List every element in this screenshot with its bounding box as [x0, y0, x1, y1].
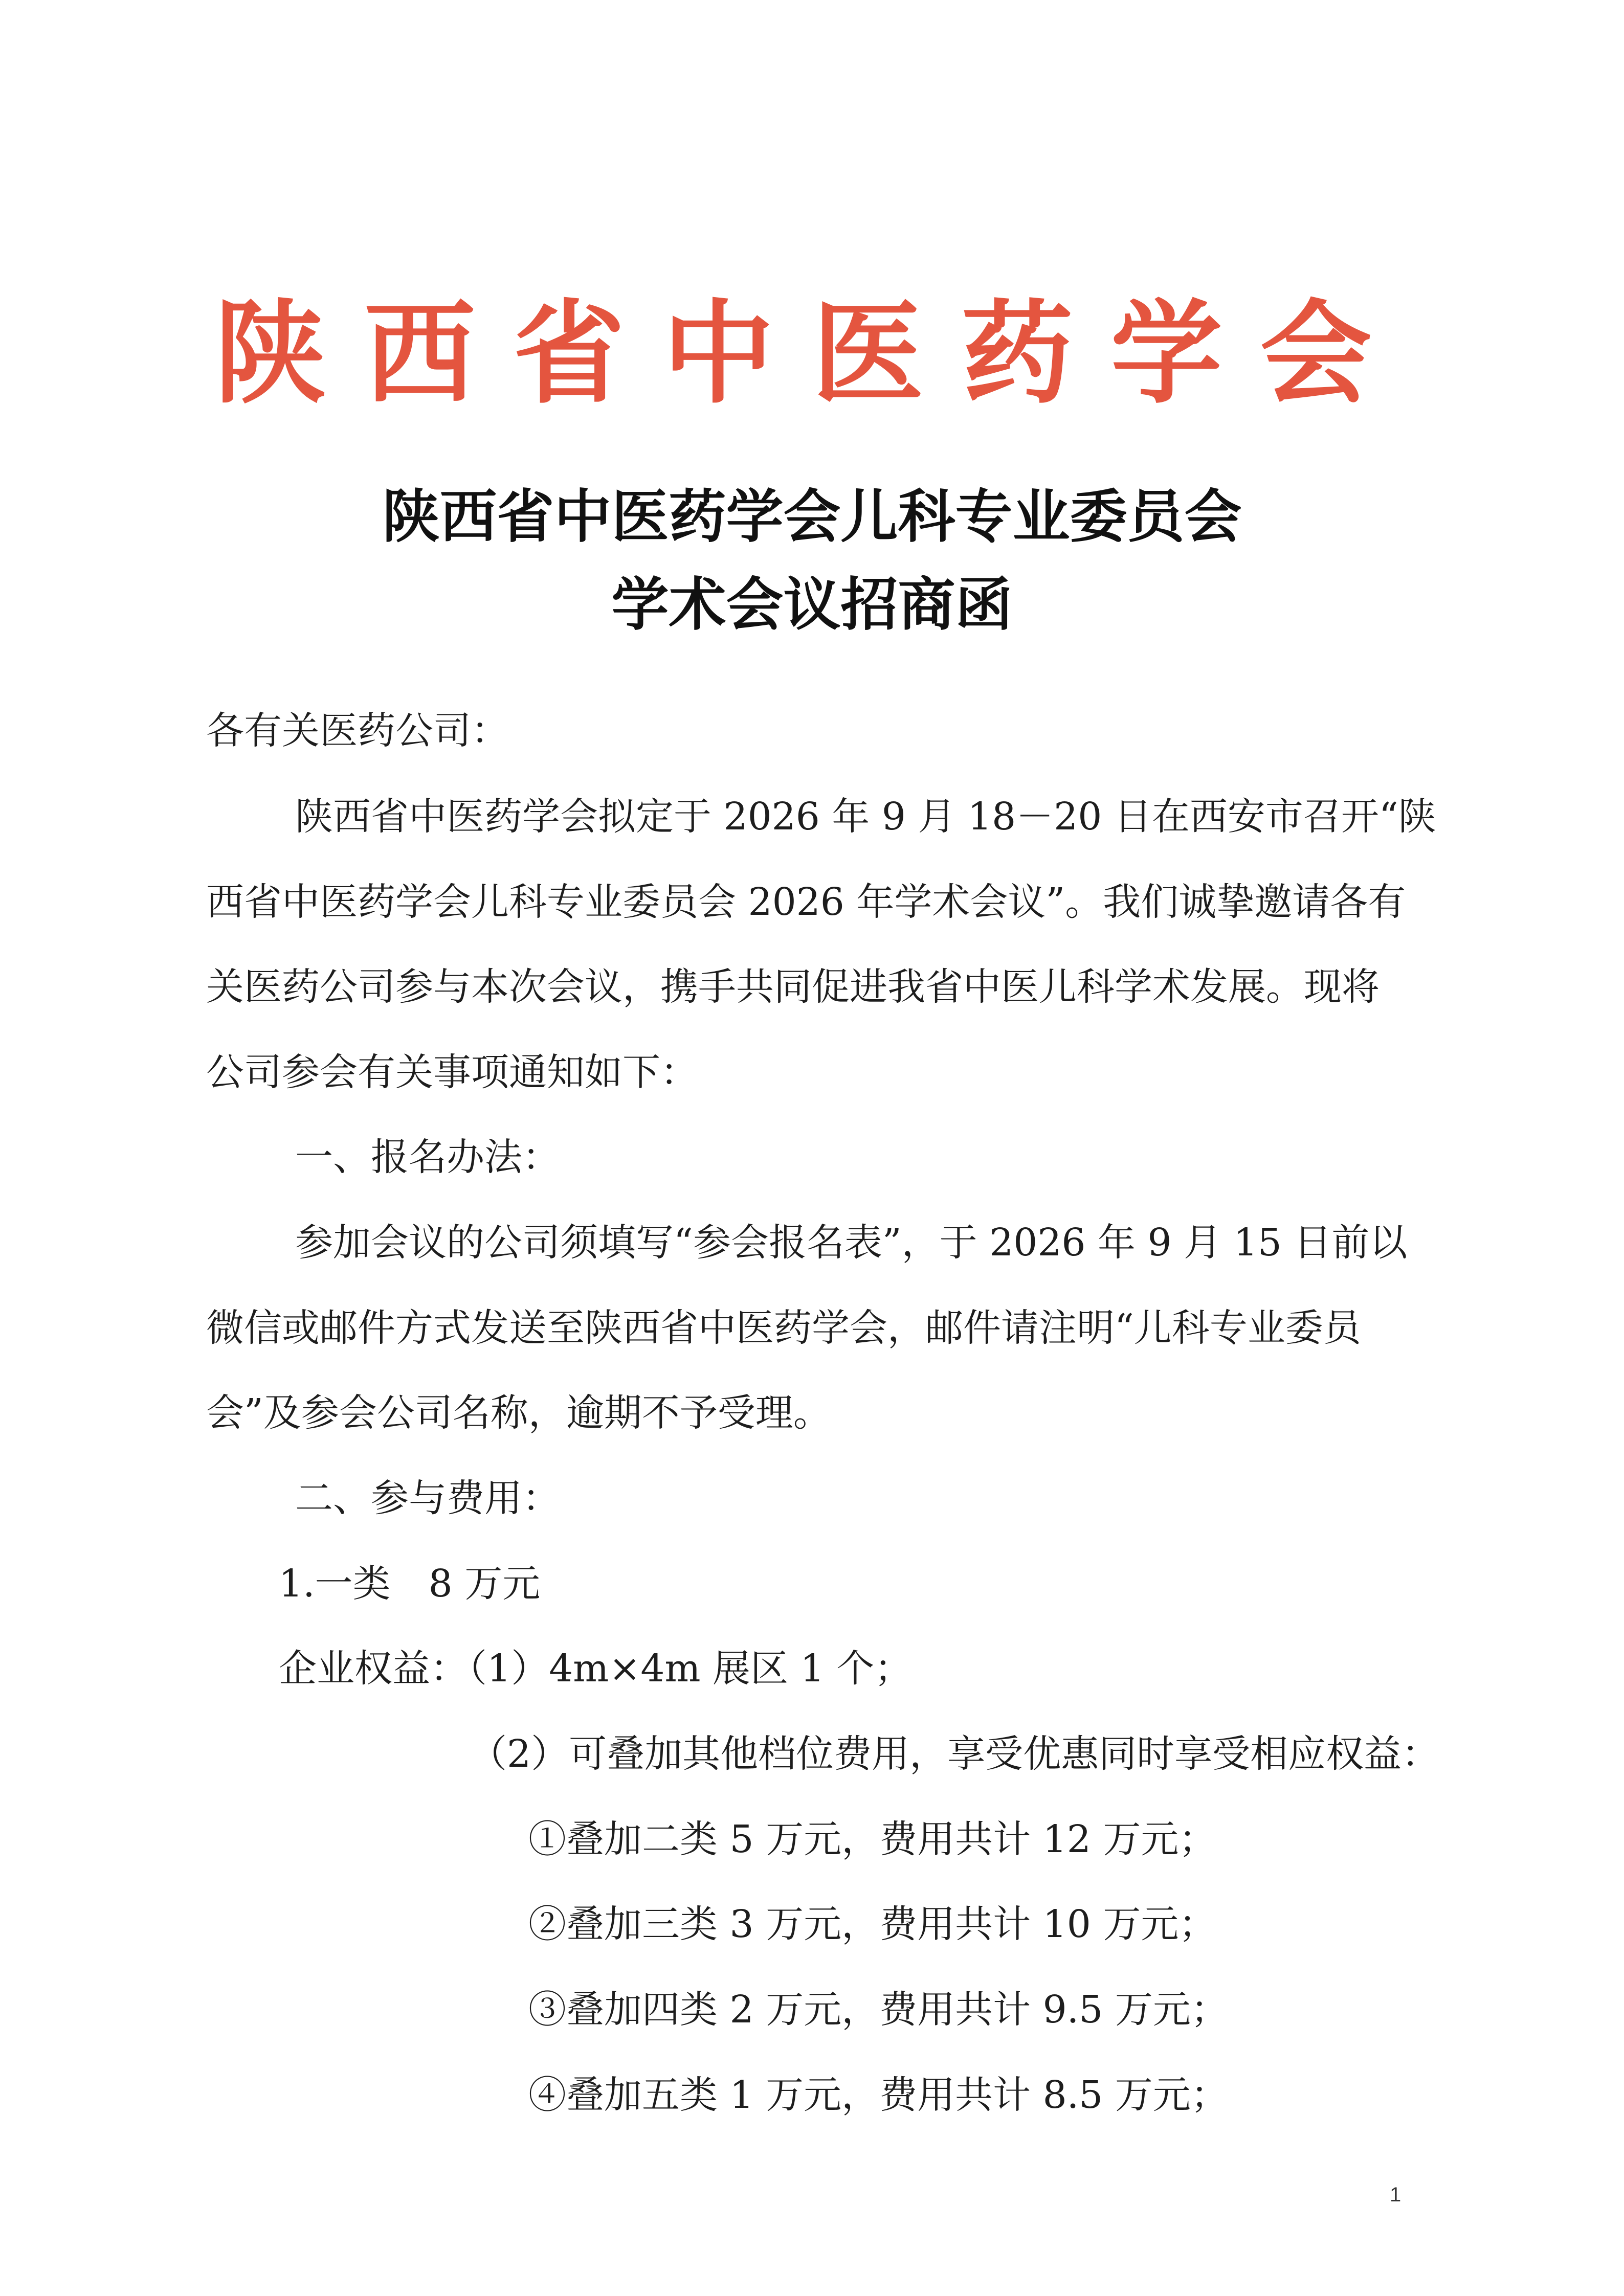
stack-item: ①叠加二类 5 万元，费用共计 12 万元；	[528, 1817, 1217, 1861]
section-1-line-1: 参加会议的公司须填写“参会报名表”，于 2026 年 9 月 15 日前以	[295, 1221, 1408, 1265]
stack-item: ②叠加三类 3 万元，费用共计 10 万元；	[528, 1902, 1217, 1946]
stack-item: ④叠加五类 1 万元，费用共计 8.5 万元；	[528, 2073, 1229, 2117]
intro-line-4: 公司参会有关事项通知如下：	[206, 1050, 698, 1094]
section-2-heading: 二、参与费用：	[295, 1476, 560, 1520]
organization-header: 陕西省中医药学会	[214, 288, 1410, 419]
section-1-line-3: 会”及参会公司名称，逾期不予受理。	[206, 1391, 831, 1435]
stack-item: ③叠加四类 2 万元，费用共计 9.5 万元；	[528, 1988, 1229, 2032]
document-title-line-2: 学术会议招商函	[611, 571, 1013, 638]
intro-line-3: 关医药公司参与本次会议，携手共同促进我省中医儿科学术发展。现将	[206, 965, 1380, 1009]
salutation: 各有关医药公司：	[206, 709, 509, 753]
section-1-line-2: 微信或邮件方式发送至陕西省中医药学会，邮件请注明“儿科专业委员	[206, 1306, 1361, 1350]
page-number: 1	[1390, 2184, 1401, 2206]
document-title-line-1: 陕西省中医药学会儿科专业委员会	[382, 483, 1242, 550]
intro-line-1: 陕西省中医药学会拟定于 2026 年 9 月 18－20 日在西安市召开“陕	[295, 795, 1436, 839]
intro-line-2: 西省中医药学会儿科专业委员会 2026 年学术会议”。我们诚挚邀请各有	[206, 880, 1406, 924]
section-1-heading: 一、报名办法：	[295, 1135, 560, 1179]
benefit-1: 企业权益：（1）4m×4m 展区 1 个；	[279, 1647, 913, 1691]
tier-1-fee: 1.一类 8 万元	[279, 1562, 541, 1606]
benefit-2: （2）可叠加其他档位费用，享受优惠同时享受相应权益：	[469, 1732, 1440, 1776]
